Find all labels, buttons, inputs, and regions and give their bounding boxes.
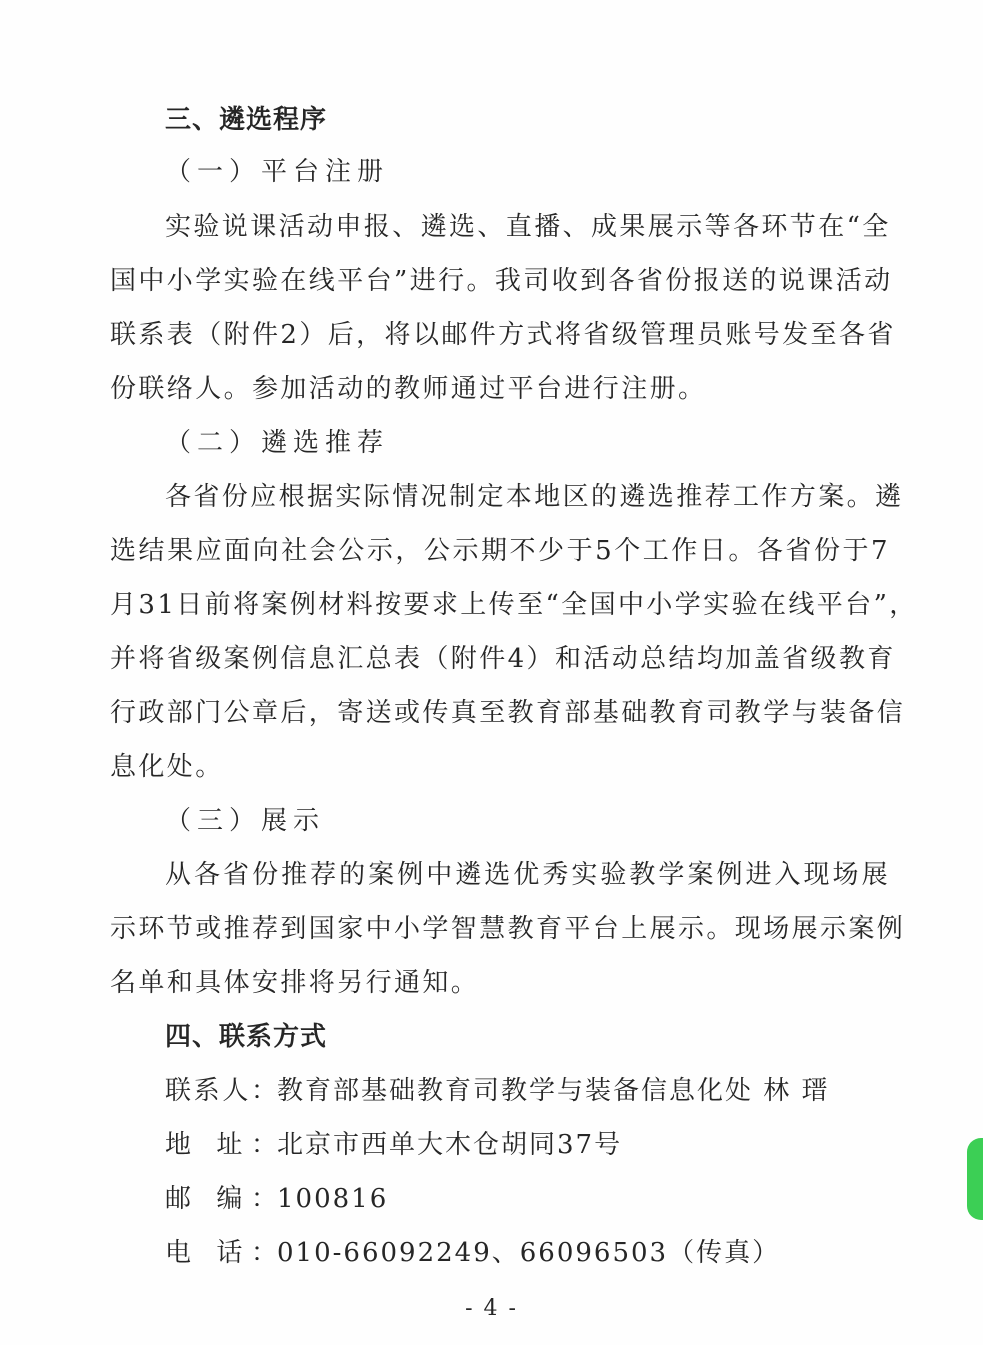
contact-value: 北京市西单大木仓胡同37号 — [277, 1130, 623, 1160]
paragraph-line: 实验说课活动申报、遴选、直播、成果展示等各环节在“全 — [165, 212, 891, 242]
paragraph-line: 各省份应根据实际情况制定本地区的遴选推荐工作方案。遴 — [165, 482, 904, 512]
contact-label: 地 址： — [165, 1130, 277, 1160]
subsection-2-heading: （二）遴选推荐 — [165, 428, 390, 458]
paragraph-line: 示环节或推荐到国家中小学智慧教育平台上展示。现场展示案例 — [110, 914, 906, 944]
contact-label: 邮 编： — [165, 1184, 277, 1214]
paragraph-line: 从各省份推荐的案例中遴选优秀实验教学案例进入现场展 — [165, 860, 890, 890]
edge-tab-marker — [967, 1138, 983, 1220]
paragraph-line: 行政部门公章后，寄送或传真至教育部基础教育司教学与装备信 — [110, 698, 906, 728]
subsection-3-heading: （三）展示 — [165, 806, 326, 836]
paragraph-line: 选结果应面向社会公示，公示期不少于5个工作日。各省份于7 — [110, 536, 890, 566]
paragraph-line: 国中小学实验在线平台”进行。我司收到各省份报送的说课活动 — [110, 266, 893, 296]
paragraph-line: 息化处。 — [110, 752, 224, 782]
contact-label: 联系人： — [165, 1076, 277, 1106]
contact-value: 100816 — [277, 1184, 389, 1214]
contact-value: 教育部基础教育司教学与装备信息化处 林 瑨 — [277, 1076, 830, 1106]
section-3-heading: 三、遴选程序 — [165, 105, 328, 135]
paragraph-line: 份联络人。参加活动的教师通过平台进行注册。 — [110, 374, 707, 404]
section-4-heading: 四、联系方式 — [165, 1022, 328, 1052]
paragraph-line: 名单和具体安排将另行通知。 — [110, 968, 480, 998]
paragraph-line: 并将省级案例信息汇总表（附件4）和活动总结均加盖省级教育 — [110, 644, 896, 674]
paragraph-line: 联系表（附件2）后，将以邮件方式将省级管理员账号发至各省 — [110, 320, 896, 350]
subsection-1-heading: （一）平台注册 — [165, 157, 390, 187]
contact-value: 010-66092249、66096503（传真） — [277, 1238, 781, 1268]
page-number: - 4 - — [465, 1296, 518, 1321]
contact-label: 电 话： — [165, 1238, 277, 1268]
paragraph-line: 月31日前将案例材料按要求上传至“全国中小学实验在线平台”， — [110, 590, 918, 620]
